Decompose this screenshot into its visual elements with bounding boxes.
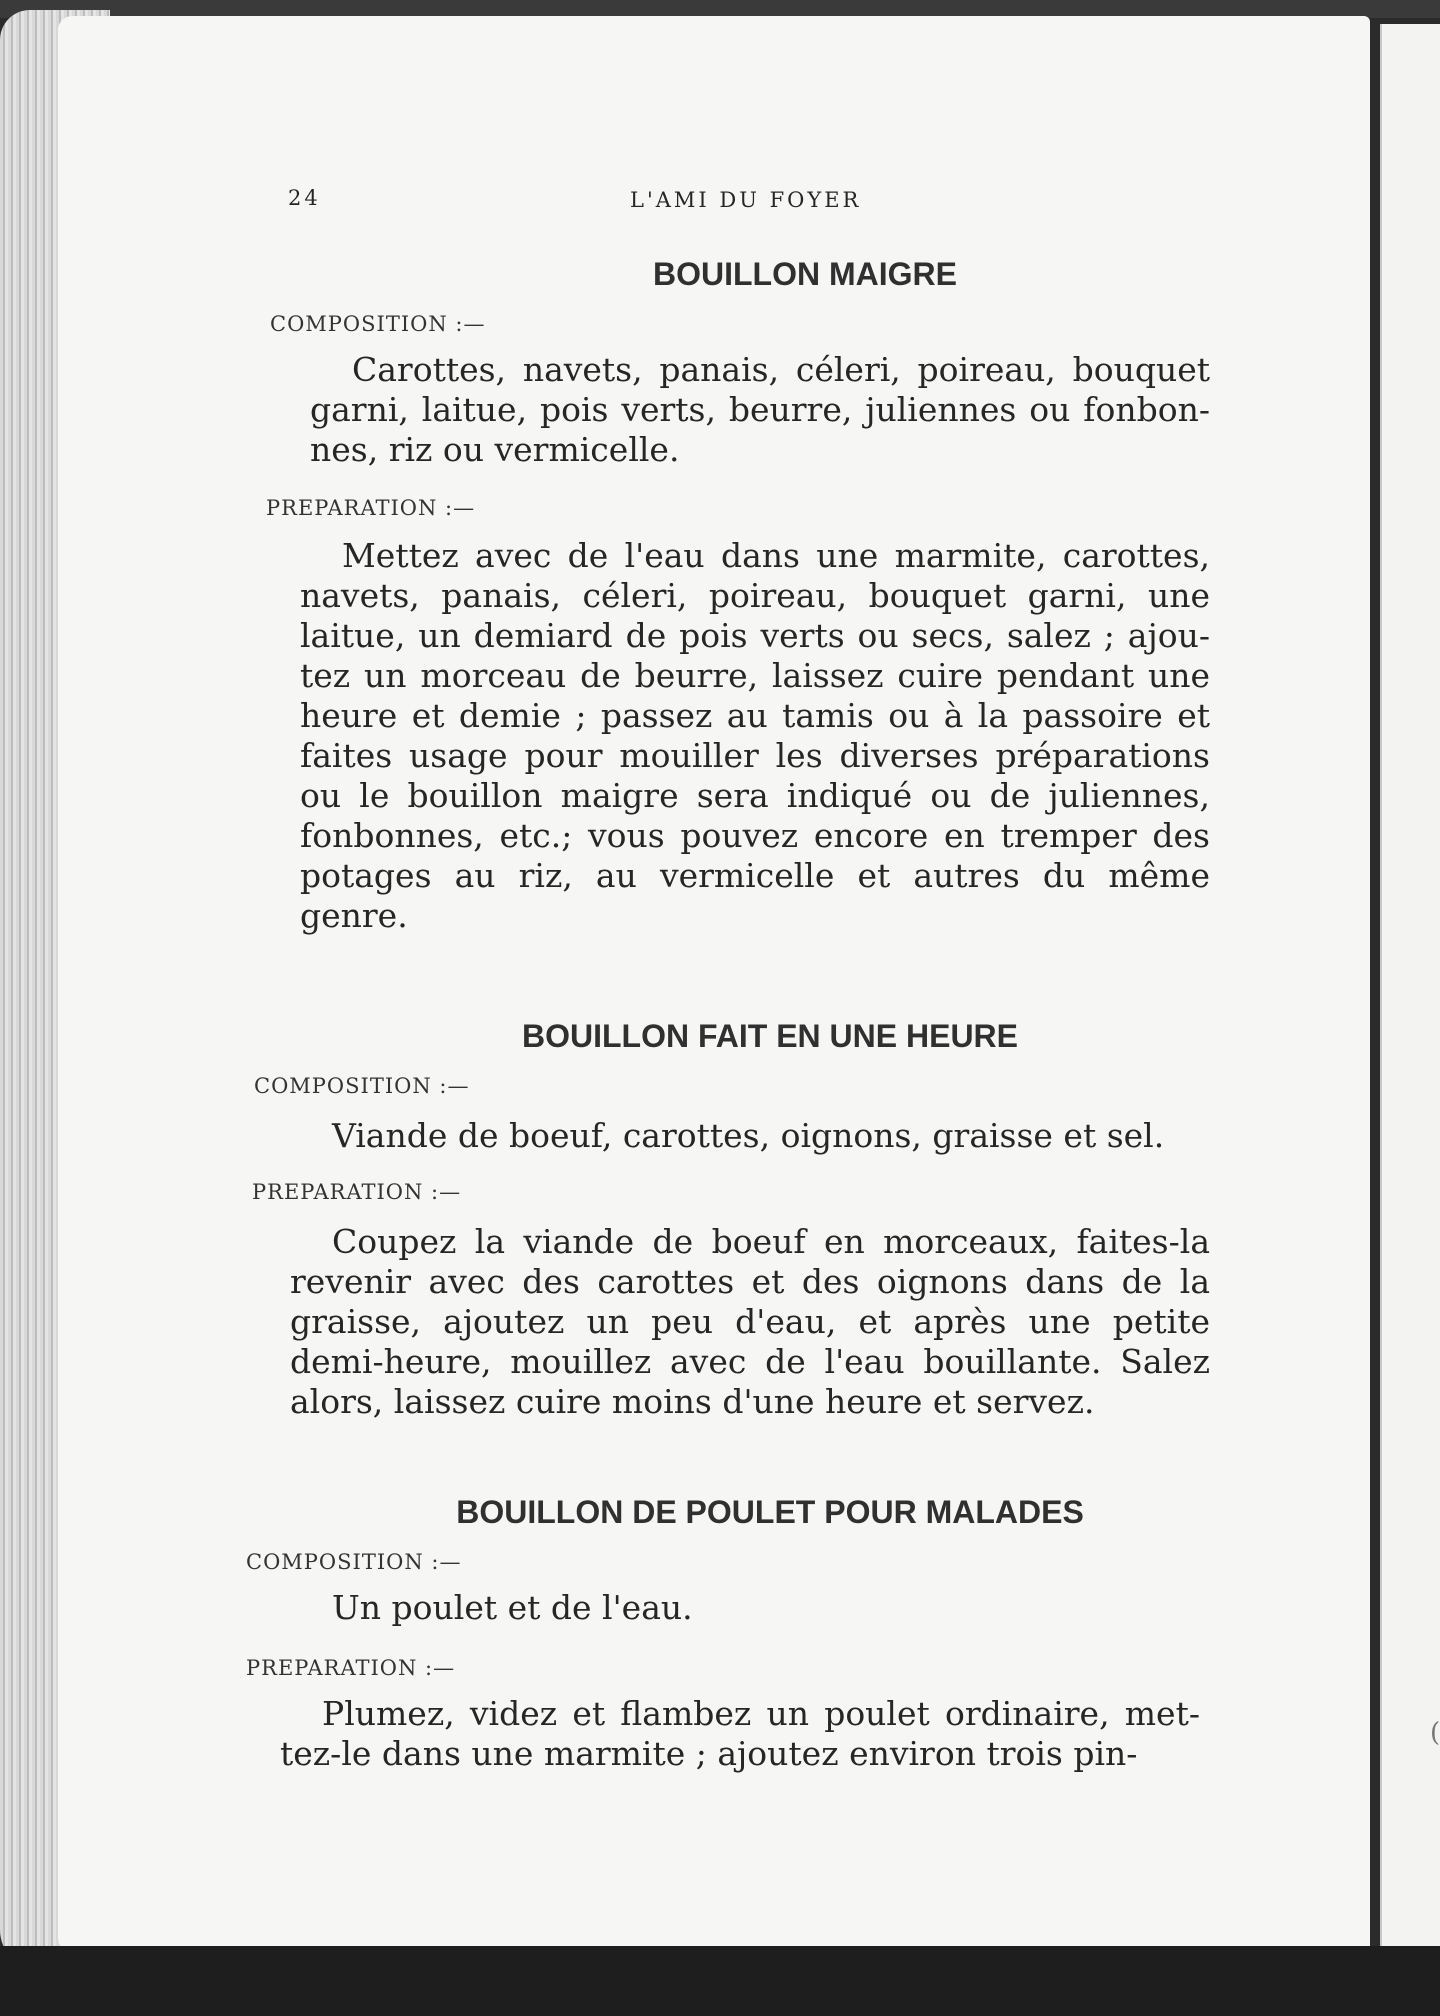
- preparation-label: PREPARATION :—: [252, 1180, 462, 1204]
- page-content: [246, 182, 1250, 1773]
- preparation-text: Plumez, videz et flambez un poulet ordinaire, mettez-le dans une marmite ; ajoutez environ trois pin-: [280, 1694, 1200, 1773]
- recipe-title-bouillon-poulet: BOUILLON DE POULET POUR MALADES: [456, 1494, 1084, 1530]
- scan-bottom-border: [0, 1946, 1440, 2016]
- running-head: [270, 182, 1250, 222]
- composition-text: Viande de boeuf, carottes, oignons, graisse et sel.: [332, 1116, 1165, 1155]
- composition-label: COMPOSITION :—: [254, 1074, 470, 1098]
- preparation-text: Coupez la viande de boeuf en morceaux, faites-la revenir avec des carottes et des oignons dans de la graisse, ajoutez un peu d'eau, et après une petite demi-heure, mouillez avec de l'eau bouillante. Salez alors, laissez cuire moins d'une heure et servez.: [290, 1222, 1210, 1421]
- composition-text: Un poulet et de l'eau.: [332, 1588, 693, 1627]
- composition-text: Carottes, navets, panais, céleri, poireau, bouquet garni, laitue, pois verts, beurre, juliennes ou fonbonnes, riz ou vermicelle.: [310, 350, 1210, 469]
- preparation-label: PREPARATION :—: [246, 1656, 456, 1680]
- running-title: L'AMI DU FOYER: [630, 188, 862, 212]
- facing-page-glyph: (: [1430, 1718, 1440, 1748]
- recipe-title-bouillon-une-heure: BOUILLON FAIT EN UNE HEURE: [521, 1018, 1018, 1054]
- preparation-text: Mettez avec de l'eau dans une marmite, carottes, navets, panais, céleri, poireau, bouquet garni, une laitue, un demiard de pois verts ou secs, salez ; ajoutez un morceau de beurre, laissez cuire pendant une heure et demie ; passez au tamis ou à la passoire et faites usage pour mouiller les diverses préparations ou le bouillon maigre sera indiqué ou de juliennes, fonbonnes, etc.; vous pouvez encore en tremper des potages au riz, au vermicelle et autres du même genre.: [300, 536, 1210, 935]
- facing-page-edge: [1380, 24, 1440, 1960]
- composition-label: COMPOSITION :—: [270, 312, 486, 336]
- composition-label: COMPOSITION :—: [246, 1550, 462, 1574]
- recipe-title-bouillon-maigre: BOUILLON MAIGRE: [653, 256, 957, 292]
- page-number: 24: [288, 186, 321, 210]
- preparation-label: PREPARATION :—: [266, 496, 476, 520]
